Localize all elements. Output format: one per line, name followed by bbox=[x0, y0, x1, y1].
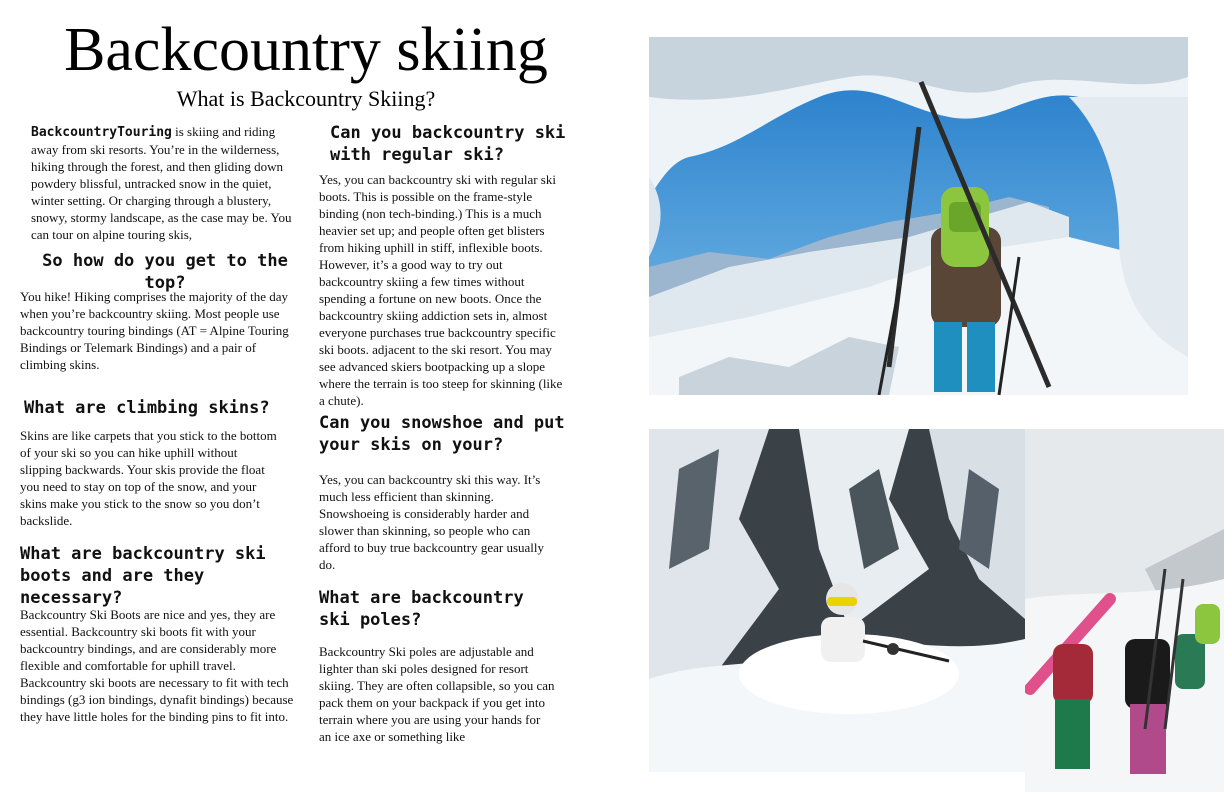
paragraph-ski-poles: Backcountry Ski poles are adjustable and lighter than ski poles designed for resort skiing. They are often collapsible, so you can pack them on your backpack if you get into terrain where you are using your hands for an ice axe or something like bbox=[319, 644, 555, 744]
heading-snowshoe: Can you snowshoe and put your skis on your? bbox=[319, 413, 565, 455]
paragraph-snowshoe: Yes, you can backcountry ski this way. It’s much less efficient than skinning. Snowshoeing is considerably harder and slower than skinning, so people who can afford to buy true backcountry gear usually do. bbox=[319, 472, 545, 572]
heading-get-to-top: So how do you get to the top? bbox=[42, 251, 288, 293]
paragraph-get-to-top: You hike! Hiking comprises the majority of the day when you’re backcountry skiing. Most people use backcountry touring bindings (AT = Alpine Touring Bindings or Telemark Bindings) and a pair of climbing skins. bbox=[20, 289, 289, 372]
intro-text: is skiing and riding away from ski resorts. You’re in the wilderness, hiking through the forest, and then gliding down powdery blissful, untracked snow in the quiet, winter setting. Or charging through a blustery, snowy, stormy landscape, as the case may be. You can tour on alpine touring skis, bbox=[31, 124, 292, 242]
intro-paragraph bbox=[31, 123, 297, 243]
heading-ski-boots: What are backcountry ski boots and are they necessary? bbox=[20, 544, 266, 608]
page-subtitle: What is Backcountry Skiing? bbox=[176, 86, 436, 111]
photo-powder-skier bbox=[649, 429, 1025, 772]
page-title: Backcountry skiing bbox=[64, 16, 548, 84]
photo-ice-arch-skier bbox=[649, 37, 1188, 395]
paragraph-regular-ski: Yes, you can backcountry ski with regular ski boots. This is possible on the frame-style binding (non tech-binding.) This is a much heavier set up; and people often get blisters from hiking uphill in stiff, inflexible boots. However, it’s a good way to try out backcountry skiing a few times without spending a fortune on new boots. Once the backcountry skiing addiction sets in, almost everyone purchases true backcountry specific ski boots. adjacent to the ski resort. You may see advanced skiers bootpacking up a slope where the terrain is too steep for skinning (like a chute). bbox=[319, 172, 563, 408]
heading-ski-poles: What are backcountry ski poles? bbox=[319, 588, 524, 630]
heading-regular-ski: Can you backcountry ski with regular ski? bbox=[330, 123, 566, 165]
paragraph-climbing-skins: Skins are like carpets that you stick to the bottom of your ski so you can hike uphill without slipping backwards. Your skis provide the float you need to stay on top of the snow, and your skins make you stick to the snow so you don’t backslide. bbox=[20, 428, 277, 528]
paragraph-ski-boots: Backcountry Ski Boots are nice and yes, they are essential. Backcountry ski boots fit with your backcountry bindings, and are considerably more flexible and comfortable for uphill travel. Backcountry ski boots are necessary to fit with tech bindings (g3 ion bindings, dynafit bindings) because they have little holes for the binding pins to fit into. bbox=[20, 607, 294, 724]
intro-lead-term: BackcountryTouring bbox=[31, 125, 172, 140]
heading-climbing-skins: What are climbing skins? bbox=[24, 398, 270, 418]
photo-group-bootpack bbox=[1025, 429, 1224, 792]
